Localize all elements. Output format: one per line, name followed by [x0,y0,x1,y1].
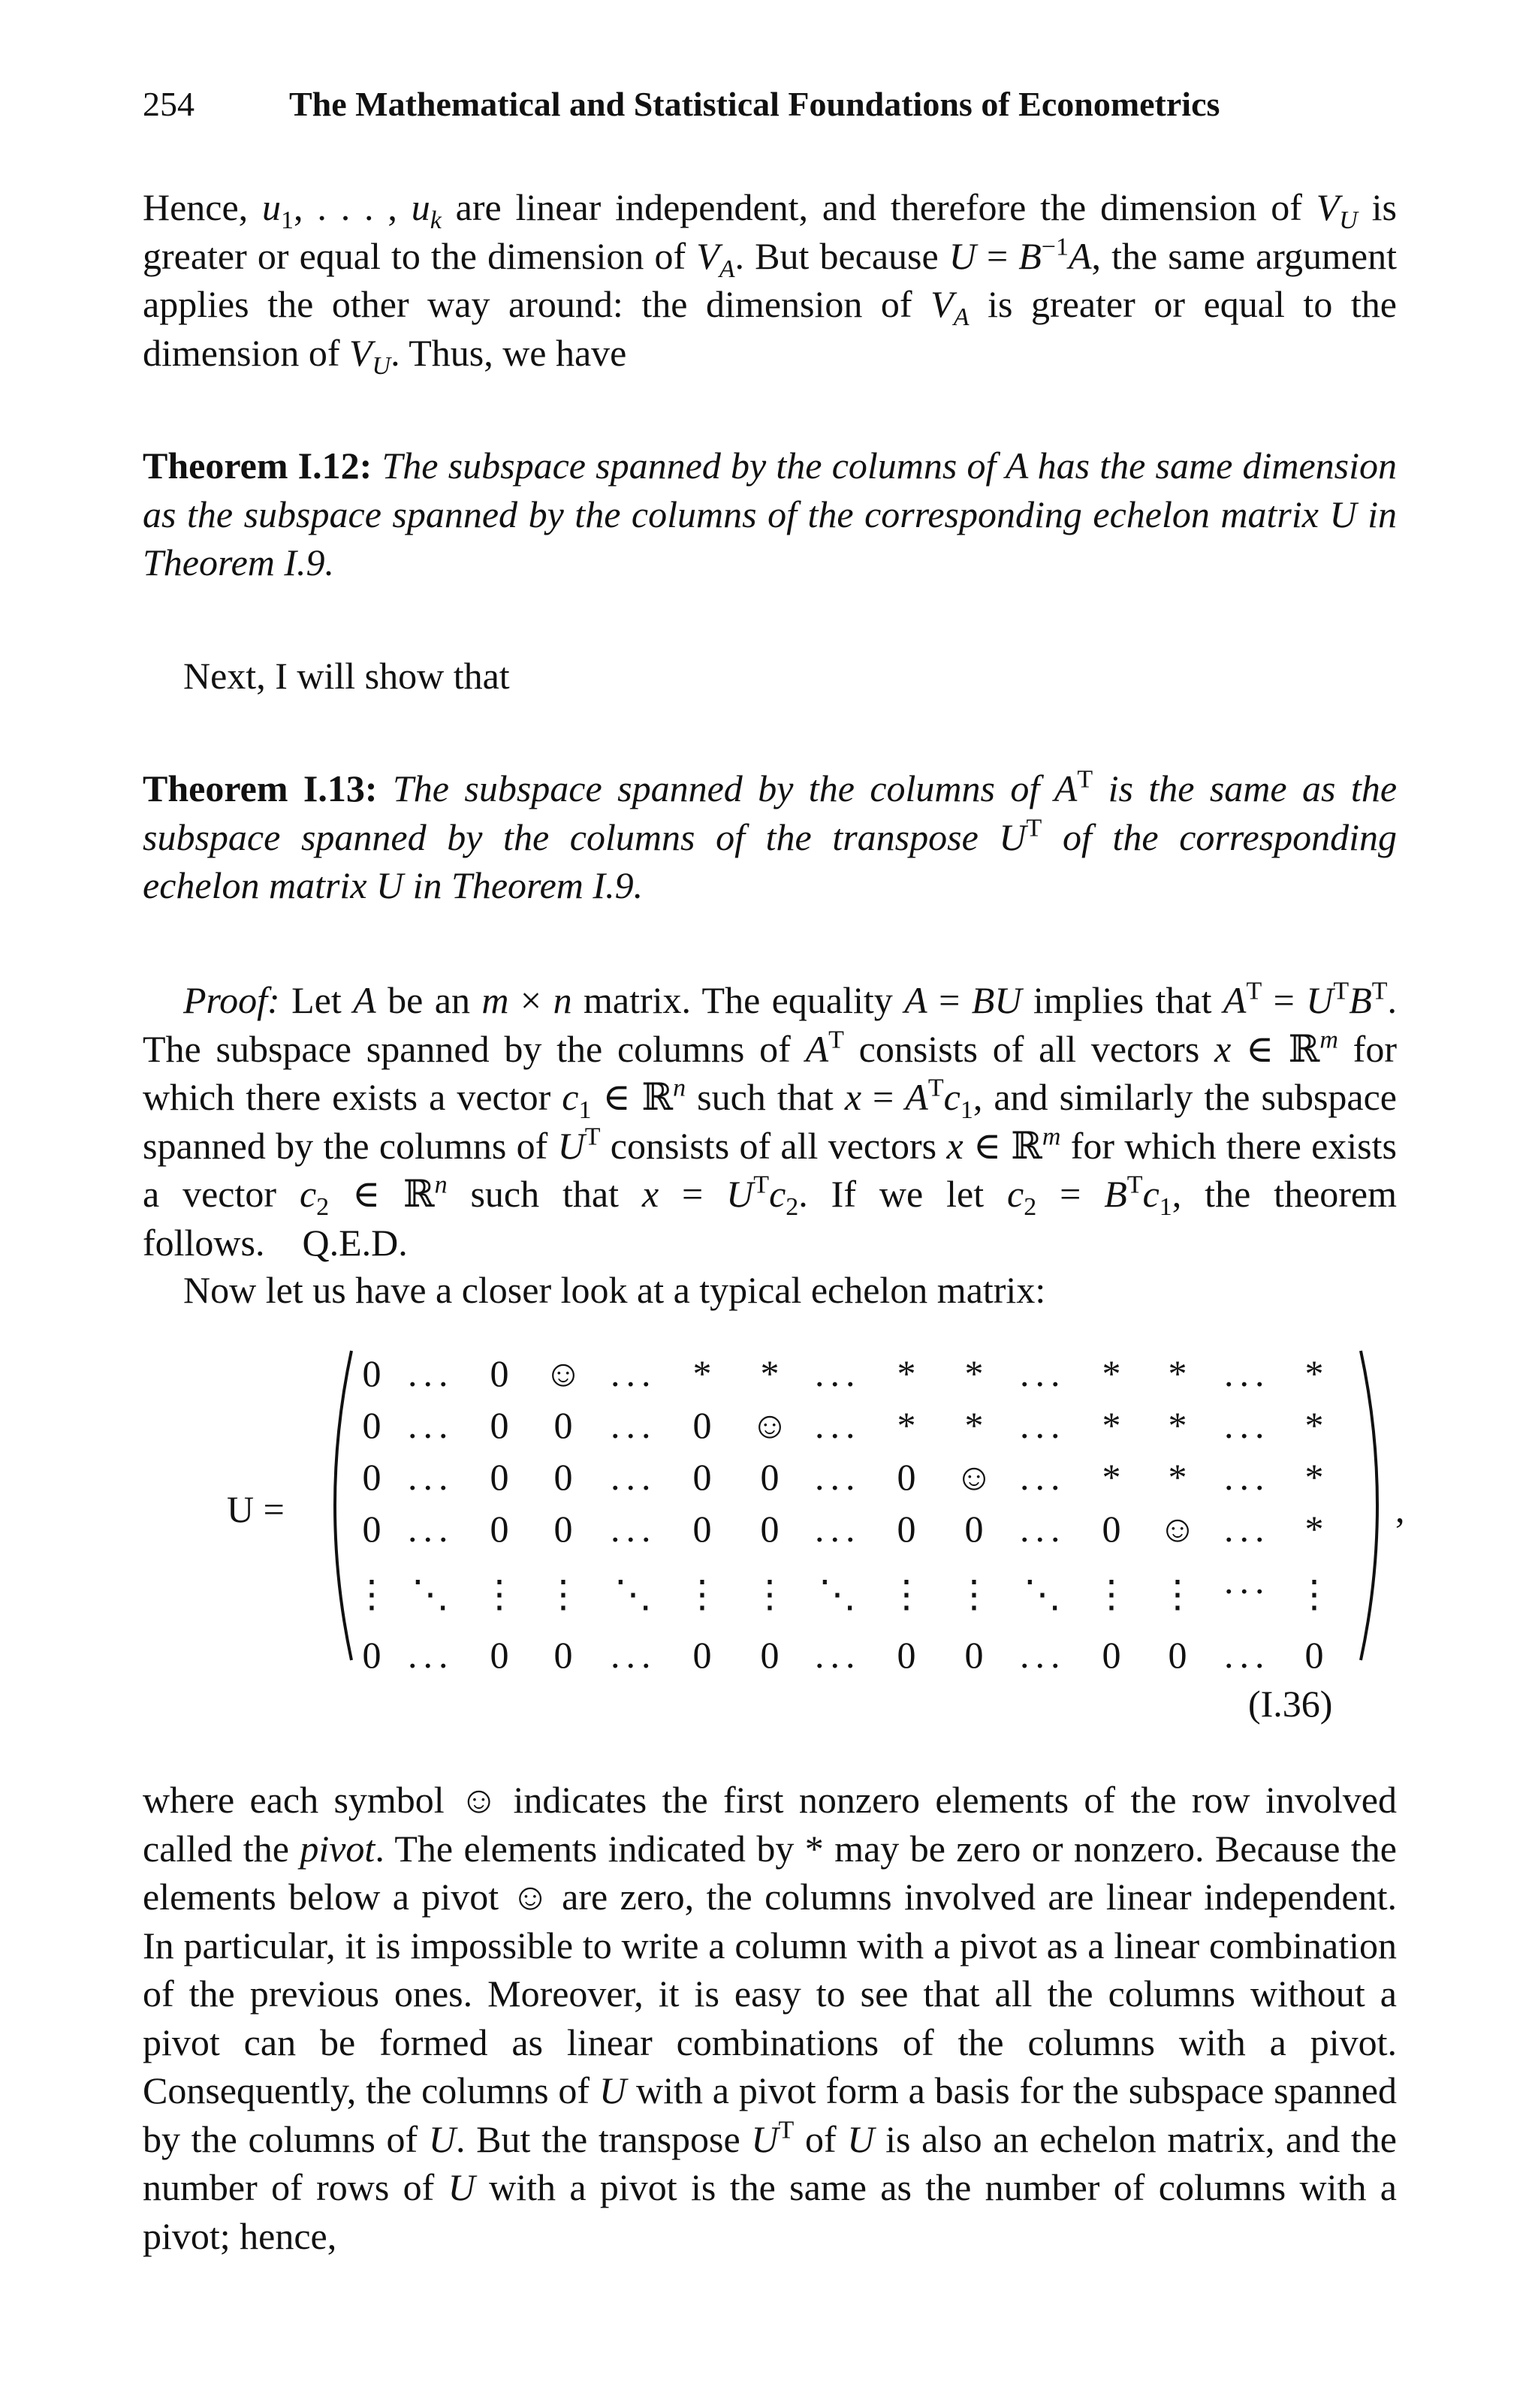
matrix-entry: ⋮ [1295,1573,1333,1615]
matrix-entry: 0 [1304,1634,1324,1676]
matrix-entry: 0 [964,1508,984,1550]
matrix-entry: ... [1020,1352,1066,1394]
matrix-entry: * [1304,1456,1324,1498]
proof-label: Proof: [183,979,280,1021]
running-header [143,84,1397,137]
matrix-entry: * [1304,1352,1324,1394]
paragraph-next: Next, I will show that [183,655,510,697]
matrix-entry: ⋱ [614,1573,652,1615]
theorem-body: The subspace spanned by the columns of A has the same dimension as the subspace spanned by the columns of the corresponding echelon matrix U in Theorem I.9. [143,445,1397,583]
matrix-entry: 0 [760,1634,780,1676]
matrix-entry: ... [815,1404,861,1446]
matrix-entry: 0 [1168,1634,1187,1676]
matrix-entry: 0 [362,1634,381,1676]
matrix-grid [349,1348,1356,1681]
matrix-entry: ... [611,1634,657,1676]
matrix-entry: * [760,1352,780,1394]
matrix-entry: 0 [692,1456,712,1498]
matrix-entry: * [1168,1456,1187,1498]
matrix-trailing-comma: , [1395,1488,1405,1530]
matrix-row [349,1629,1356,1681]
term-pivot: pivot [300,1827,375,1870]
matrix-entry: 0 [760,1456,780,1498]
matrix-entry: 0 [897,1456,916,1498]
matrix-entry: ... [611,1508,657,1550]
matrix-entry: 0 [362,1508,381,1550]
matrix-entry: ... [408,1634,454,1676]
theorem-label: Theorem I.13: [143,767,378,809]
matrix-entry: 0 [490,1508,509,1550]
matrix-entry: ⋮ [481,1573,518,1615]
theorem-body: The subspace spanned by the columns of $A^T$ is the same as the subspace spanned by the columns of the transpose $U^T$ of the corresponding echelon matrix U in Theorem I.9. [143,765,1398,906]
echelon-matrix-equation [143,1348,1405,1693]
matrix-entry: ... [1224,1634,1271,1676]
matrix-entry: * [897,1404,916,1446]
matrix-entry: * [1304,1508,1324,1550]
matrix-entry: 0 [553,1456,573,1498]
matrix-entry: ⋮ [955,1573,993,1615]
matrix-entry: * [964,1404,984,1446]
matrix-row [349,1348,1356,1400]
matrix-entry: * [964,1352,984,1394]
paragraph-linear-independence: Hence, $u_1$, . . . , $u_k$ are linear independent, and therefore the dimension of $V_U$ is greater or equal to the dimension of $V_A$. But because $U = B^{-1}A$, the same argument applies the other way around: the dimension of $V_A$ is greater or equal to the dimension of $V_U$. Thus, we have [143,186,1398,380]
matrix-entry: * [1168,1404,1187,1446]
matrix-entry: * [1102,1352,1121,1394]
matrix-entry: ... [815,1352,861,1394]
matrix-entry: ... [408,1404,454,1446]
matrix-entry: 0 [490,1456,509,1498]
matrix-entry: * [1102,1404,1121,1446]
matrix-entry: ... [815,1456,861,1498]
matrix-entry: 0 [897,1508,916,1550]
matrix-entry: ⋱ [1024,1573,1061,1615]
page-number: 254 [143,85,195,123]
proof-paragraph: Proof: Let A be an m × n matrix. The equality A = BU implies that $A^T = U^TB^T$. The subspace spanned by the columns of $A^T$ consists of all vectors x ∈ ℝ$^m$ for which there exists a vector $c_1$ ∈ ℝ$^n$ such that $x = A^Tc_1$, and similarly the subspace spanned by the columns of $U^T$ consists of all vectors x ∈ ℝ$^m$ for which there exists a vector $c_2$ ∈ ℝ$^n$ such that $x = U^Tc_2$. If we let $c_2 = B^Tc_1$, the theorem follows. Q.E.D. [143,977,1398,1264]
matrix-entry: 0 [1102,1508,1121,1550]
matrix-entry: ⋱ [412,1573,449,1615]
matrix-entry: 0 [490,1404,509,1446]
matrix-entry: ... [408,1508,454,1550]
matrix-entry: 0 [362,1404,381,1446]
matrix-entry: ☺ [544,1352,583,1394]
matrix-entry: ... [1020,1508,1066,1550]
matrix-entry: ... [611,1352,657,1394]
matrix-entry: 0 [692,1508,712,1550]
matrix-row [349,1555,1356,1629]
matrix-entry: 0 [692,1634,712,1676]
right-parenthesis [1352,1348,1397,1663]
matrix-entry: ... [408,1456,454,1498]
matrix-row [349,1400,1356,1451]
matrix-row [349,1451,1356,1503]
matrix-entry: * [692,1352,712,1394]
paragraph-closer-look: Now let us have a closer look at a typical echelon matrix: [183,1269,1046,1311]
matrix-entry: ⋮ [888,1573,925,1615]
matrix-entry: ... [611,1456,657,1498]
matrix-entry: ⋮ [544,1573,582,1615]
matrix-entry: * [897,1352,916,1394]
matrix-entry: ... [1224,1404,1271,1446]
matrix-entry: 0 [760,1508,780,1550]
paragraph-pivot-explanation: where each symbol ☺ indicates the first nonzero elements of the row involved called the pivot. The elements indicated by * may be zero or nonzero. Because the elements below a pivot ☺ are zero, the columns involved are linear independent. In particular, it is impossible to write a column with a pivot as a linear combination of the previous ones. Moreover, it is easy to see that all the columns without a pivot can be formed as linear combinations of the columns with a pivot. Consequently, the columns of U with a pivot form a basis for the subspace spanned by the columns of U. But the transpose $U^T$ of U is also an echelon matrix, and the number of rows of U with a pivot is the same as the number of columns with a pivot; hence, [143,1779,1398,2257]
matrix-entry: 0 [553,1634,573,1676]
matrix-entry: ☺ [750,1404,789,1446]
theorem-label: Theorem I.12: [143,445,372,487]
matrix-entry: ... [1224,1560,1271,1602]
theorem-i12 [143,442,1397,587]
matrix-entry: * [1102,1456,1121,1498]
matrix-entry: ⋮ [1093,1573,1130,1615]
theorem-i13 [143,764,1397,910]
matrix-entry: ⋱ [819,1573,856,1615]
matrix-entry: ... [1020,1456,1066,1498]
matrix-entry: ⋮ [683,1573,721,1615]
matrix-entry: ... [1224,1352,1271,1394]
matrix-entry: 0 [964,1634,984,1676]
matrix-entry: * [1304,1404,1324,1446]
matrix-label: U = [227,1488,285,1530]
matrix-entry: ... [408,1352,454,1394]
matrix-entry: ... [815,1508,861,1550]
qed-mark: Q.E.D. [302,1221,408,1264]
matrix-entry: 0 [897,1634,916,1676]
matrix-entry: 0 [490,1352,509,1394]
matrix-entry: ... [1020,1404,1066,1446]
equation-number: (I.36) [1248,1683,1333,1725]
matrix-entry: ... [1020,1634,1066,1676]
matrix-entry: ... [611,1404,657,1446]
matrix-entry: ☺ [1158,1508,1197,1550]
running-title: The Mathematical and Statistical Foundations of Econometrics [289,85,1220,123]
matrix-entry: 0 [1102,1634,1121,1676]
matrix-entry: * [1168,1352,1187,1394]
matrix-entry: 0 [362,1456,381,1498]
matrix-row [349,1503,1356,1555]
matrix-entry: ⋮ [1159,1573,1196,1615]
matrix-entry: 0 [362,1352,381,1394]
matrix-entry: ... [1224,1508,1271,1550]
matrix-entry: ... [1224,1456,1271,1498]
matrix-entry: 0 [553,1508,573,1550]
matrix-entry: 0 [490,1634,509,1676]
matrix-entry: 0 [553,1404,573,1446]
matrix-entry: ⋮ [353,1573,391,1615]
matrix-entry: ☺ [954,1456,994,1498]
matrix-entry: 0 [692,1404,712,1446]
matrix-entry: ... [815,1634,861,1676]
matrix-entry: ⋮ [751,1573,789,1615]
